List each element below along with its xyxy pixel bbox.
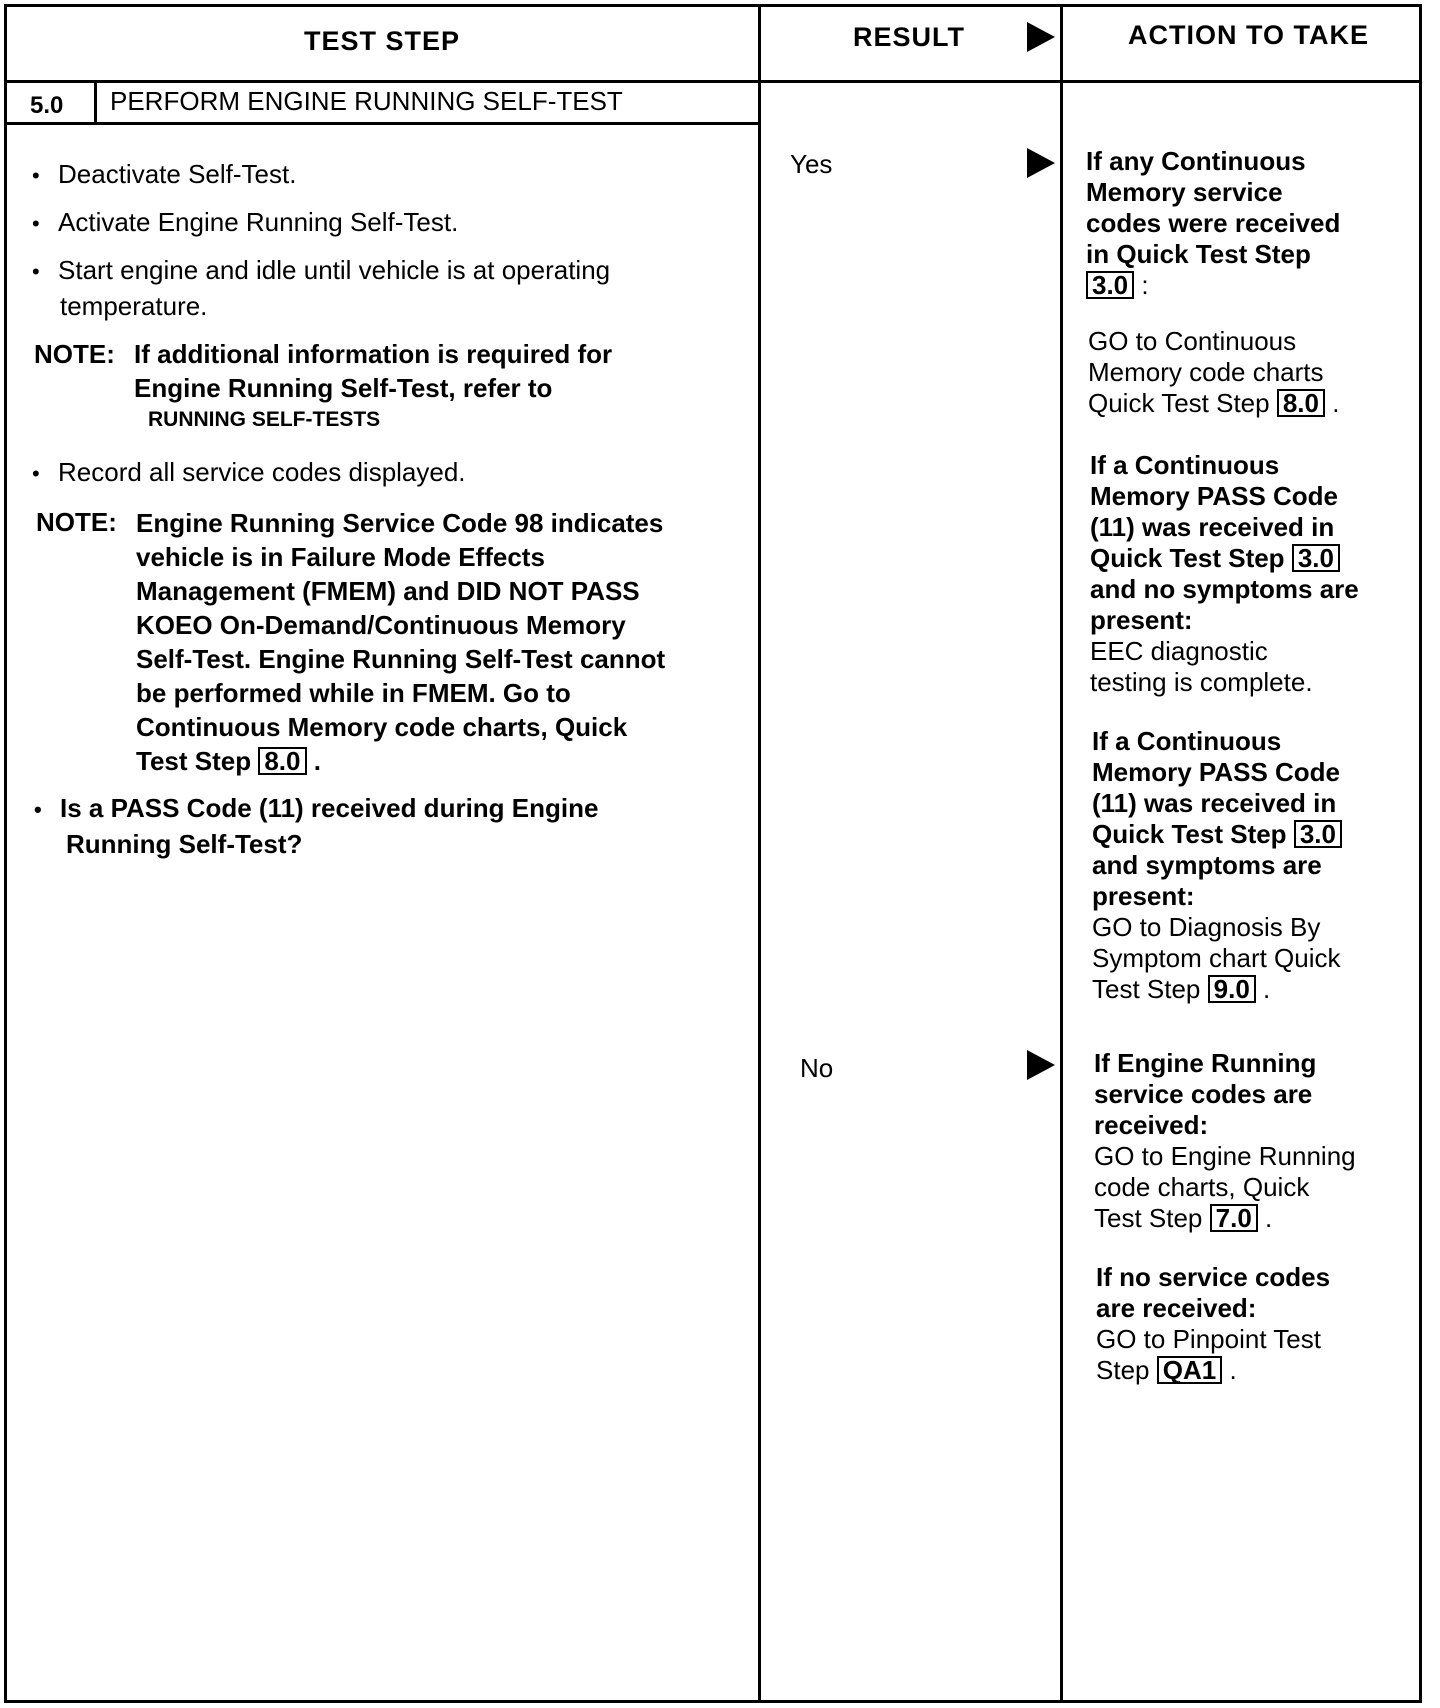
bullet-activate: • Activate Engine Running Self-Test. xyxy=(32,206,458,240)
bullet-start-engine: • Start engine and idle until vehicle is at operating xyxy=(32,254,610,288)
action-yes-goto-continuous: GO to Continuous Memory code charts Quick Test Step 8.0 . xyxy=(1088,326,1340,418)
table-top-border xyxy=(4,4,1422,7)
yes-arrow-icon xyxy=(1027,148,1055,178)
step-number-divider xyxy=(94,80,97,124)
note2-text xyxy=(136,506,665,778)
action-no-no-codes: If no service codes are received: GO to Pinpoint Test Step QA1 . xyxy=(1096,1262,1331,1385)
question-pass-code-cont: Running Self-Test? xyxy=(66,829,303,859)
note1-line1: If additional information is required for xyxy=(134,339,613,369)
note1-label: NOTE: xyxy=(34,339,115,369)
question-pass-code: • Is a PASS Code (11) received during Engine xyxy=(34,792,598,826)
note1-line3: RUNNING SELF-TESTS xyxy=(148,408,381,431)
step-ref-3-0[interactable]: 3.0 xyxy=(1292,544,1340,572)
column-divider-step-result xyxy=(758,4,761,1703)
step-ref-8-0[interactable]: 8.0 xyxy=(1277,389,1325,417)
column-divider-result-action xyxy=(1060,4,1063,1703)
step-ref-3-0[interactable]: 3.0 xyxy=(1294,820,1342,848)
step-ref-8-0[interactable]: 8.0 xyxy=(258,747,306,775)
note2-line4: KOEO On-Demand/Continuous Memory xyxy=(136,610,626,640)
note2-line3: Management (FMEM) and DID NOT PASS xyxy=(136,576,640,606)
action-no-engine-running-codes: If Engine Running service codes are received: GO to Engine Running code charts, Quick Test Step 7.0 . xyxy=(1094,1048,1356,1233)
step-ref-7-0[interactable]: 7.0 xyxy=(1210,1204,1258,1232)
table-left-border xyxy=(4,4,7,1703)
bullet-record: • Record all service codes displayed. xyxy=(32,456,466,490)
note2-line1: Engine Running Service Code 98 indicates xyxy=(136,508,664,538)
header-result: RESULT xyxy=(853,22,965,52)
note2-label: NOTE: xyxy=(36,507,117,537)
step-title: PERFORM ENGINE RUNNING SELF-TEST xyxy=(110,86,623,116)
note2-line5: Self-Test. Engine Running Self-Test cannot xyxy=(136,644,666,674)
bullet-start-engine-cont: temperature. xyxy=(60,291,208,321)
step-ref-3-0[interactable]: 3.0 xyxy=(1086,271,1134,299)
step-title-bottom xyxy=(4,122,761,125)
bullet-deactivate: • Deactivate Self-Test. xyxy=(32,158,296,192)
header-arrow-icon xyxy=(1027,22,1055,52)
note2-line6: be performed while in FMEM. Go to xyxy=(136,678,571,708)
no-arrow-icon xyxy=(1027,1050,1055,1080)
note2-line7: Continuous Memory code charts, Quick xyxy=(136,712,628,742)
action-yes-pass-no-symptoms: If a Continuous Memory PASS Code (11) was received in Quick Test Step 3.0 and no symptoms are present: EEC diagnostic testing is complete. xyxy=(1090,450,1359,697)
header-action: ACTION TO TAKE xyxy=(1128,20,1369,50)
step-ref-9-0[interactable]: 9.0 xyxy=(1208,975,1256,1003)
note2-line2: vehicle is in Failure Mode Effects xyxy=(136,542,545,572)
result-no: No xyxy=(800,1053,834,1083)
step-ref-qa1[interactable]: QA1 xyxy=(1157,1356,1222,1384)
note2-line8: Test Step 8.0 . xyxy=(136,746,321,776)
action-yes-continuous-codes: If any Continuous Memory service codes were received in Quick Test Step 3.0 : xyxy=(1086,146,1341,300)
table-bottom-border xyxy=(4,1700,1422,1703)
table-right-border xyxy=(1419,4,1422,1703)
header-divider xyxy=(4,80,1422,83)
header-test-step: TEST STEP xyxy=(304,26,461,56)
step-number: 5.0 xyxy=(30,92,64,119)
note1-line2: Engine Running Self-Test, refer to xyxy=(134,373,553,403)
result-yes: Yes xyxy=(790,149,833,179)
action-yes-pass-with-symptoms: If a Continuous Memory PASS Code (11) was received in Quick Test Step 3.0 and symptoms are present: GO to Diagnosis By Symptom chart Quick Test Step 9.0 . xyxy=(1092,726,1341,1004)
